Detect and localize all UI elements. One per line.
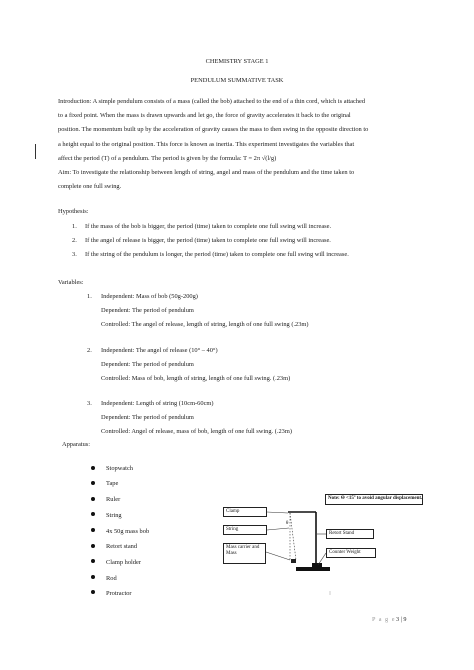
hypothesis-item: If the angel of release is bigger, the period (time) taken to complete one full swing will increase.: [85, 237, 331, 244]
aim-line: Aim: To investigate the relationship between length of string, angel and mass of the pendulum and the time taken to: [58, 169, 355, 176]
variables-heading: Variables:: [58, 279, 84, 286]
apparatus-item: Clamp holder: [106, 559, 141, 566]
aim-paragraph: [58, 166, 418, 194]
bullet-icon: [91, 528, 95, 532]
dependent-variable: Dependent: The period of pendulum: [101, 414, 194, 421]
controlled-variables: Controlled: Angel of release, mass of bob, length of one full swing. (.23m): [101, 428, 292, 435]
intro-line: Introduction: A simple pendulum consists of a mass (called the bob) attached to the end of a thin cord, which is attached: [58, 98, 366, 105]
mass-label-box: Mass carrier and Mass: [223, 543, 266, 564]
intro-line: position. The momentum built up by the acceleration of gravity causes the mass to then swing in the opposite direction to: [58, 126, 369, 134]
note-box: Note: Θ <15º to avoid angular displacement.: [325, 494, 423, 505]
variable-group-number: 3.: [87, 400, 92, 407]
hypothesis-item: If the string of the pendulum is longer, the period (time) taken to complete one full swing will increase.: [85, 251, 349, 258]
variable-group-number: 2.: [87, 347, 92, 354]
apparatus-item: Rod: [106, 575, 117, 582]
bullet-icon: [91, 544, 95, 548]
dependent-variable: Dependent: The period of pendulum: [101, 361, 194, 368]
intro-line-formula: affect the period (T) of a pendulum. The period is given by the formula: T = 2π √(l/g): [58, 154, 277, 162]
apparatus-item: Tape: [106, 480, 119, 487]
document-subtitle: PENDULUM SUMMATIVE TASK: [190, 77, 284, 84]
bullet-icon: [91, 481, 95, 485]
introduction-paragraph: [58, 95, 418, 166]
apparatus-item: Stopwatch: [106, 465, 133, 472]
clamp-label-box: Clamp: [223, 507, 267, 517]
apparatus-item: Protractor: [106, 590, 132, 597]
bullet-icon: [91, 575, 95, 579]
variable-group-number: 1.: [87, 293, 92, 300]
hypothesis-number: 1.: [72, 223, 77, 230]
page-number: 3 | 9: [396, 616, 407, 623]
controlled-variables: Controlled: Mass of bob, length of string, length of one full swing. (.23m): [101, 375, 291, 382]
document-title: CHEMISTRY STAGE 1: [205, 58, 269, 65]
intro-line: a height equal to the original position. This force is known as inertia. This experiment investigates the variables that: [58, 140, 355, 148]
bullet-icon: [91, 466, 95, 470]
hypothesis-number: 2.: [72, 237, 77, 244]
string-label-box: String: [223, 525, 267, 535]
margin-change-bar: [35, 144, 36, 159]
bullet-icon: [91, 512, 95, 516]
independent-variable: Independent: Mass of bob (50g-200g): [101, 293, 198, 300]
apparatus-item: String: [106, 512, 122, 519]
controlled-variables: Controlled: The angel of release, length of string, length of one full swing (.23m): [101, 321, 309, 328]
dependent-variable: Dependent: The period of pendulum: [101, 307, 194, 314]
hypothesis-item: If the mass of the bob is bigger, the period (time) taken to complete one full swing will increase.: [85, 223, 332, 230]
bullet-icon: [91, 590, 95, 594]
retort-label-box: Retort Stand: [326, 529, 374, 539]
hypothesis-number: 3.: [72, 251, 77, 258]
apparatus-item: 4x 50g mass bob: [106, 528, 150, 535]
independent-variable: Independent: Length of string (10cm-60cm): [101, 400, 214, 407]
bullet-icon: [91, 497, 95, 501]
independent-variable: Independent: The angel of release (10° – 40°): [101, 347, 218, 354]
angle-theta-label: θ: [286, 521, 289, 526]
aim-line: complete one full swing.: [58, 183, 122, 191]
bullet-icon: [91, 559, 95, 563]
counter-weight-label-box: Counter Weight: [326, 548, 376, 558]
apparatus-item: Retort stand: [106, 543, 138, 550]
page-word: P a g e: [372, 616, 396, 623]
apparatus-heading: Apparatus:: [62, 441, 91, 448]
hypothesis-heading: Hypothesis:: [58, 208, 89, 215]
apparatus-item: Ruler: [106, 496, 121, 503]
intro-line: to a fixed point. When the mass is drawn upwards and let go, the force of gravity accelerates it back to the original: [58, 112, 351, 120]
